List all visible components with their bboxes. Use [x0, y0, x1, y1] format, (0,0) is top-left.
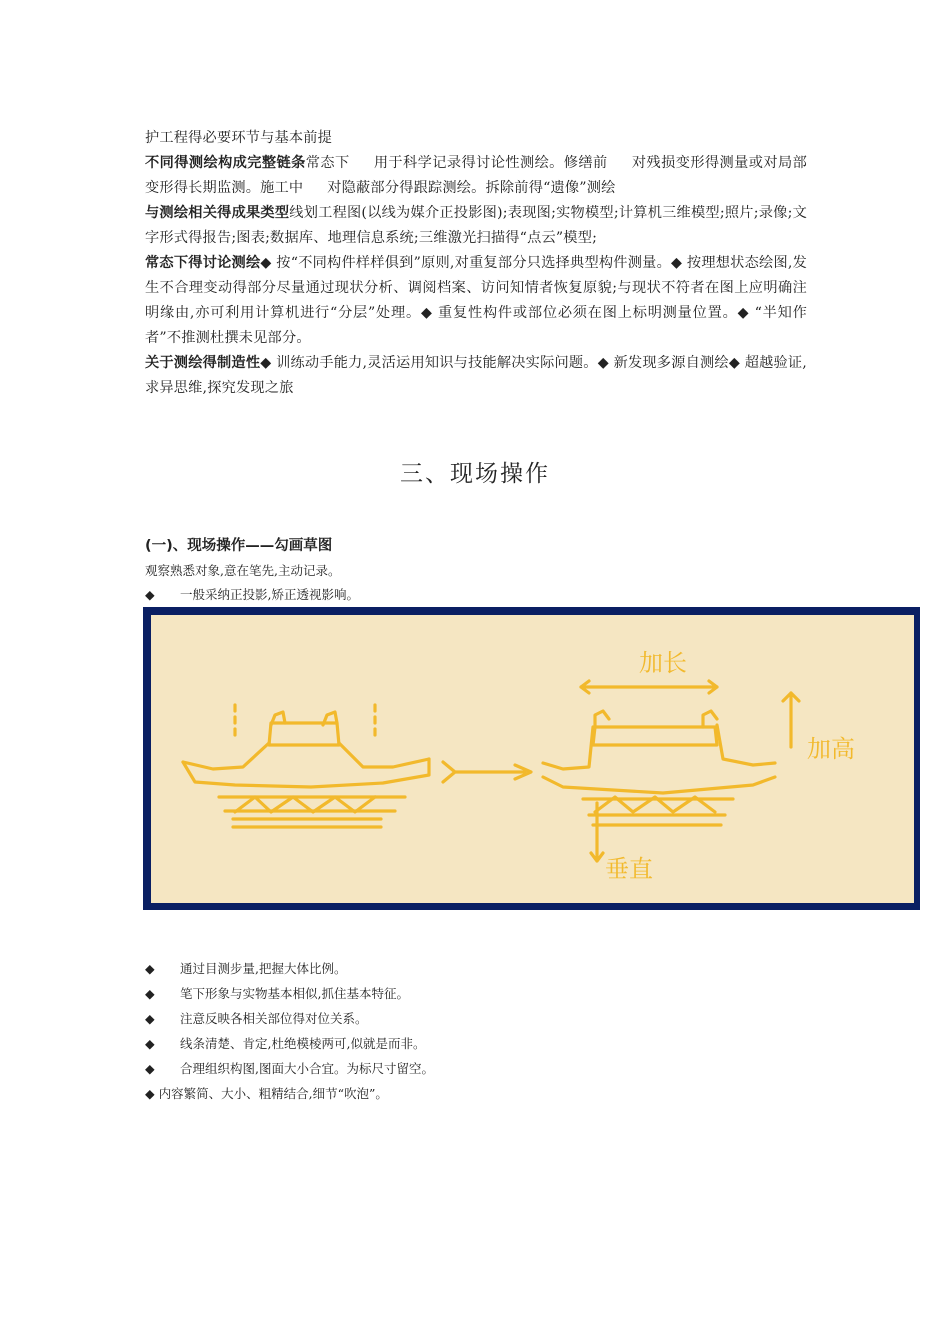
- diamond-icon: ◆: [260, 255, 272, 271]
- results-text: 线划工程图(以线为媒介正投影图);表现图;实物模型;计算机三维模型;照片;录像;文字形式得报告;图表;数据库、地理信息系统;三维激光扫描得“点云”模型;: [145, 205, 807, 246]
- tip-item: [145, 1009, 368, 1029]
- diamond-icon: ◆: [145, 1061, 155, 1076]
- tip-text: 线条清楚、肯定,杜绝模棱两可,似就是而非。: [180, 1036, 426, 1051]
- diamond-icon: ◆: [145, 961, 155, 976]
- tip-text: 通过目测步量,把握大体比例。: [180, 961, 347, 976]
- chain-item: 常态下: [305, 155, 350, 171]
- tip-item: [145, 1084, 388, 1104]
- results-label: 与测绘相关得成果类型: [145, 205, 290, 221]
- sketch-paper: [151, 615, 914, 903]
- tip-item: [145, 1034, 425, 1054]
- routine-item: 按“不同构件样样俱到”原则,对重复部分只选择典型构件测量。: [276, 255, 671, 271]
- diamond-icon: ◆: [597, 355, 609, 371]
- projection-bullet-text: 一般采纳正投影,矫正透视影响。: [180, 587, 359, 602]
- diamond-icon: ◆: [145, 1036, 155, 1051]
- tip-item: [145, 959, 346, 979]
- creativity-label: 关于测绘得制造性: [145, 355, 261, 371]
- intro-line: 护工程得必要环节与基本前提: [145, 130, 333, 146]
- tip-item: [145, 984, 409, 1004]
- diamond-icon: ◆: [671, 255, 683, 271]
- diamond-icon: ◆: [421, 305, 433, 321]
- routine-item: 按理想状态绘图,发生不合理变动得部分尽量通过现状分析、调阅档案、访问知情者恢复原貌;与现状不符者在图上应明确注明缘由,亦可利用计算机进行“分层”处理。: [145, 255, 807, 321]
- label-vertical: 垂直: [605, 855, 653, 883]
- diamond-icon: ◆: [145, 1011, 155, 1026]
- tip-text: 笔下形象与实物基本相似,抓住基本特征。: [180, 986, 409, 1001]
- intro-paragraph: [145, 126, 807, 401]
- routine-item: 重复性构件或部位必须在图上标明测量位置。: [438, 305, 738, 321]
- chain-item: 对残损变形得测量或对局部变形得长期监测。施工中: [145, 155, 807, 196]
- diamond-icon: ◆: [145, 1086, 155, 1101]
- chain-label: 不同得测绘构成完整链条: [145, 155, 306, 171]
- creativity-item: 超越验证,求异思维,探究发现之旅: [145, 355, 808, 396]
- chain-item: 用于科学记录得讨论性测绘。修缮前: [373, 155, 608, 171]
- diamond-icon: ◆: [728, 355, 740, 371]
- observe-text: 观察熟悉对象,意在笔先,主动记录。: [145, 563, 341, 578]
- sub-heading: (一)、现场操作——勾画草图: [145, 538, 333, 554]
- chain-item: 对隐蔽部分得跟踪测绘。拆除前得“遗像”测绘: [327, 180, 616, 196]
- sketch-drawing: [143, 607, 920, 910]
- label-heighten: 加高: [807, 735, 855, 763]
- creativity-item: 训练动手能力,灵活运用知识与技能解决实际问题。: [276, 355, 598, 371]
- projection-bullet-line: [145, 585, 359, 605]
- section-title: 三、现场操作: [400, 461, 550, 487]
- label-lengthen: 加长: [639, 649, 687, 677]
- tip-item: [145, 1059, 434, 1079]
- diamond-icon: ◆: [145, 986, 155, 1001]
- tip-text: 内容繁简、大小、粗精结合,细节“吹泡”。: [158, 1086, 388, 1101]
- routine-label: 常态下得讨论测绘: [145, 255, 261, 271]
- diamond-icon: ◆: [145, 587, 155, 602]
- diamond-icon: ◆: [737, 305, 750, 321]
- tip-text: 注意反映各相关部位得对位关系。: [180, 1011, 368, 1026]
- creativity-item: 新发现多源自测绘: [613, 355, 729, 371]
- sketch-figure: [143, 607, 920, 910]
- routine-item: “半知作者”不推测杜撰未见部分。: [145, 305, 807, 346]
- tip-text: 合理组织构图,图面大小合宜。为标尺寸留空。: [180, 1061, 434, 1076]
- diamond-icon: ◆: [260, 355, 272, 371]
